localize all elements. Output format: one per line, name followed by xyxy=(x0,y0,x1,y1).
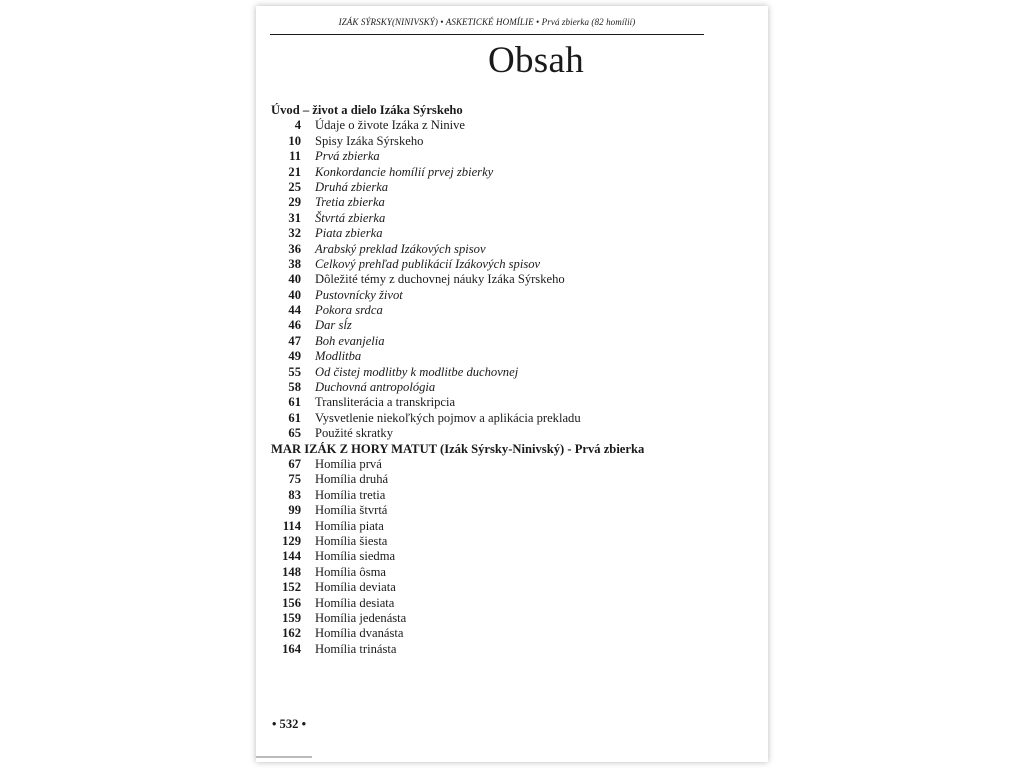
toc-entry xyxy=(271,457,751,472)
toc-entry xyxy=(271,426,751,441)
toc-entry xyxy=(271,380,751,395)
toc-entry-title: Štvrtá zbierka xyxy=(315,210,386,225)
toc-entry-page: 21 xyxy=(288,164,301,179)
page-number: • 532 • xyxy=(272,717,307,731)
toc-entry-page: 36 xyxy=(288,241,301,256)
toc-entry-title: Homília dvanásta xyxy=(315,626,404,641)
toc-entry xyxy=(271,611,751,626)
toc-entry xyxy=(271,503,751,518)
toc-entry xyxy=(271,642,751,657)
toc-entry-title: Homília tretia xyxy=(315,487,386,502)
toc-entry-title: Konkordancie homílií prvej zbierky xyxy=(315,164,494,179)
toc-entry-title: Arabský preklad Izákových spisov xyxy=(315,241,486,256)
toc-entry-title: Boh evanjelia xyxy=(315,333,385,348)
toc-entry-page: 40 xyxy=(288,287,301,302)
toc-entry-title: Vysvetlenie niekoľkých pojmov a aplikácia prekladu xyxy=(315,410,581,425)
bottom-edge-mark xyxy=(256,756,312,758)
toc-entry-page: 164 xyxy=(282,641,301,656)
toc-entry xyxy=(271,334,751,349)
toc-entry-title: Dôležité témy z duchovnej náuky Izáka Sýrskeho xyxy=(315,272,565,287)
toc-entry-page: 29 xyxy=(288,195,301,210)
toc-entry xyxy=(271,165,751,180)
toc-entry-title: Transliterácia a transkripcia xyxy=(315,395,456,410)
toc-entry-page: 49 xyxy=(288,349,301,364)
toc-entry-page: 99 xyxy=(288,503,301,518)
toc-entry-title: Údaje o živote Izáka z Ninive xyxy=(315,118,466,133)
toc-entry-title: Homília druhá xyxy=(315,472,389,487)
toc-entry-page: 61 xyxy=(288,410,301,425)
toc-entry-title: Homília siedma xyxy=(315,549,396,564)
toc-entry-page: 75 xyxy=(288,472,301,487)
toc-entry xyxy=(271,134,751,149)
toc-entry xyxy=(271,472,751,487)
table-of-contents xyxy=(271,103,751,657)
toc-entry-page: 40 xyxy=(288,272,301,287)
toc-entry xyxy=(271,626,751,641)
toc-entry-page: 11 xyxy=(289,149,301,164)
toc-entry xyxy=(271,596,751,611)
toc-entry xyxy=(271,534,751,549)
toc-entry-page: 55 xyxy=(288,364,301,379)
toc-entry xyxy=(271,195,751,210)
toc-entry-page: 4 xyxy=(294,118,301,133)
toc-entry xyxy=(271,149,751,164)
toc-entry-title: Homília jedenásta xyxy=(315,610,407,625)
toc-entry-title: Druhá zbierka xyxy=(315,179,389,194)
toc-section-heading: Úvod – život a dielo Izáka Sýrskeho xyxy=(271,103,463,117)
toc-entry-title: Homília piata xyxy=(315,518,384,533)
toc-entry-title: Homília prvá xyxy=(315,456,382,471)
toc-section-heading: MAR IZÁK Z HORY MATUT (Izák Sýrsky-Ninivský) - Prvá zbierka xyxy=(271,441,645,456)
toc-entry-page: 144 xyxy=(282,549,301,564)
document-page xyxy=(256,6,768,762)
toc-entry-page: 129 xyxy=(282,533,301,548)
toc-entry xyxy=(271,565,751,580)
toc-entry-page: 162 xyxy=(282,626,301,641)
toc-entry xyxy=(271,349,751,364)
toc-entry-title: Tretia zbierka xyxy=(315,195,385,210)
toc-entry-title: Od čistej modlitby k modlitbe duchovnej xyxy=(315,364,519,379)
toc-entry xyxy=(271,411,751,426)
toc-entry-title: Pustovnícky život xyxy=(315,287,403,302)
toc-entry-page: 47 xyxy=(288,333,301,348)
toc-entry xyxy=(271,519,751,534)
page-title: Obsah xyxy=(487,40,585,81)
toc-entry-title: Duchovná antropológia xyxy=(315,380,436,395)
toc-entry-title: Homília trinásta xyxy=(315,641,397,656)
toc-entry xyxy=(271,365,751,380)
toc-entry-title: Použité skratky xyxy=(315,426,393,441)
toc-entry-page: 32 xyxy=(288,226,301,241)
toc-entry-title: Celkový prehľad publikácií Izákových spisov xyxy=(315,256,541,271)
toc-entry xyxy=(271,272,751,287)
toc-entry xyxy=(271,580,751,595)
running-head: IZÁK SÝRSKY(NINIVSKÝ) • ASKETICKÉ HOMÍLIE • Prvá zbierka (82 homílií) xyxy=(338,17,636,27)
toc-entry xyxy=(271,488,751,503)
toc-entry-page: 152 xyxy=(282,580,301,595)
toc-entry xyxy=(271,395,751,410)
toc-entry xyxy=(271,288,751,303)
toc-entry-page: 159 xyxy=(282,610,301,625)
toc-entry-page: 46 xyxy=(288,318,301,333)
toc-entry xyxy=(271,118,751,133)
toc-entry-page: 156 xyxy=(282,595,301,610)
toc-entry-page: 44 xyxy=(288,303,301,318)
toc-entry-page: 58 xyxy=(288,380,301,395)
toc-entry-page: 38 xyxy=(288,256,301,271)
header-rule xyxy=(270,34,704,35)
toc-entry-title: Homília štvrtá xyxy=(315,503,388,518)
toc-entry-title: Piata zbierka xyxy=(315,226,383,241)
toc-entry xyxy=(271,549,751,564)
toc-entry-page: 65 xyxy=(288,426,301,441)
toc-entry xyxy=(271,303,751,318)
toc-entry-page: 114 xyxy=(282,518,301,533)
toc-entry xyxy=(271,226,751,241)
toc-entry-title: Homília deviata xyxy=(315,580,396,595)
toc-entry xyxy=(271,242,751,257)
toc-entry-title: Homília ôsma xyxy=(315,564,387,579)
toc-entry xyxy=(271,257,751,272)
toc-entry-page: 83 xyxy=(288,487,301,502)
toc-entry-title: Spisy Izáka Sýrskeho xyxy=(315,133,424,148)
toc-entry-title: Prvá zbierka xyxy=(315,149,380,164)
toc-entry-title: Modlitba xyxy=(315,349,362,364)
toc-entry-page: 25 xyxy=(288,179,301,194)
toc-entry-page: 10 xyxy=(288,133,301,148)
toc-entry-title: Dar sĺz xyxy=(315,318,352,333)
toc-entry xyxy=(271,211,751,226)
toc-entry-title: Pokora srdca xyxy=(315,303,383,318)
toc-entry-page: 148 xyxy=(282,564,301,579)
toc-entry xyxy=(271,180,751,195)
toc-entry-page: 67 xyxy=(288,456,301,471)
toc-entry-title: Homília desiata xyxy=(315,595,395,610)
toc-entry-page: 61 xyxy=(288,395,301,410)
toc-entry-title: Homília šiesta xyxy=(315,533,388,548)
toc-entry-page: 31 xyxy=(288,210,301,225)
toc-entry xyxy=(271,318,751,333)
